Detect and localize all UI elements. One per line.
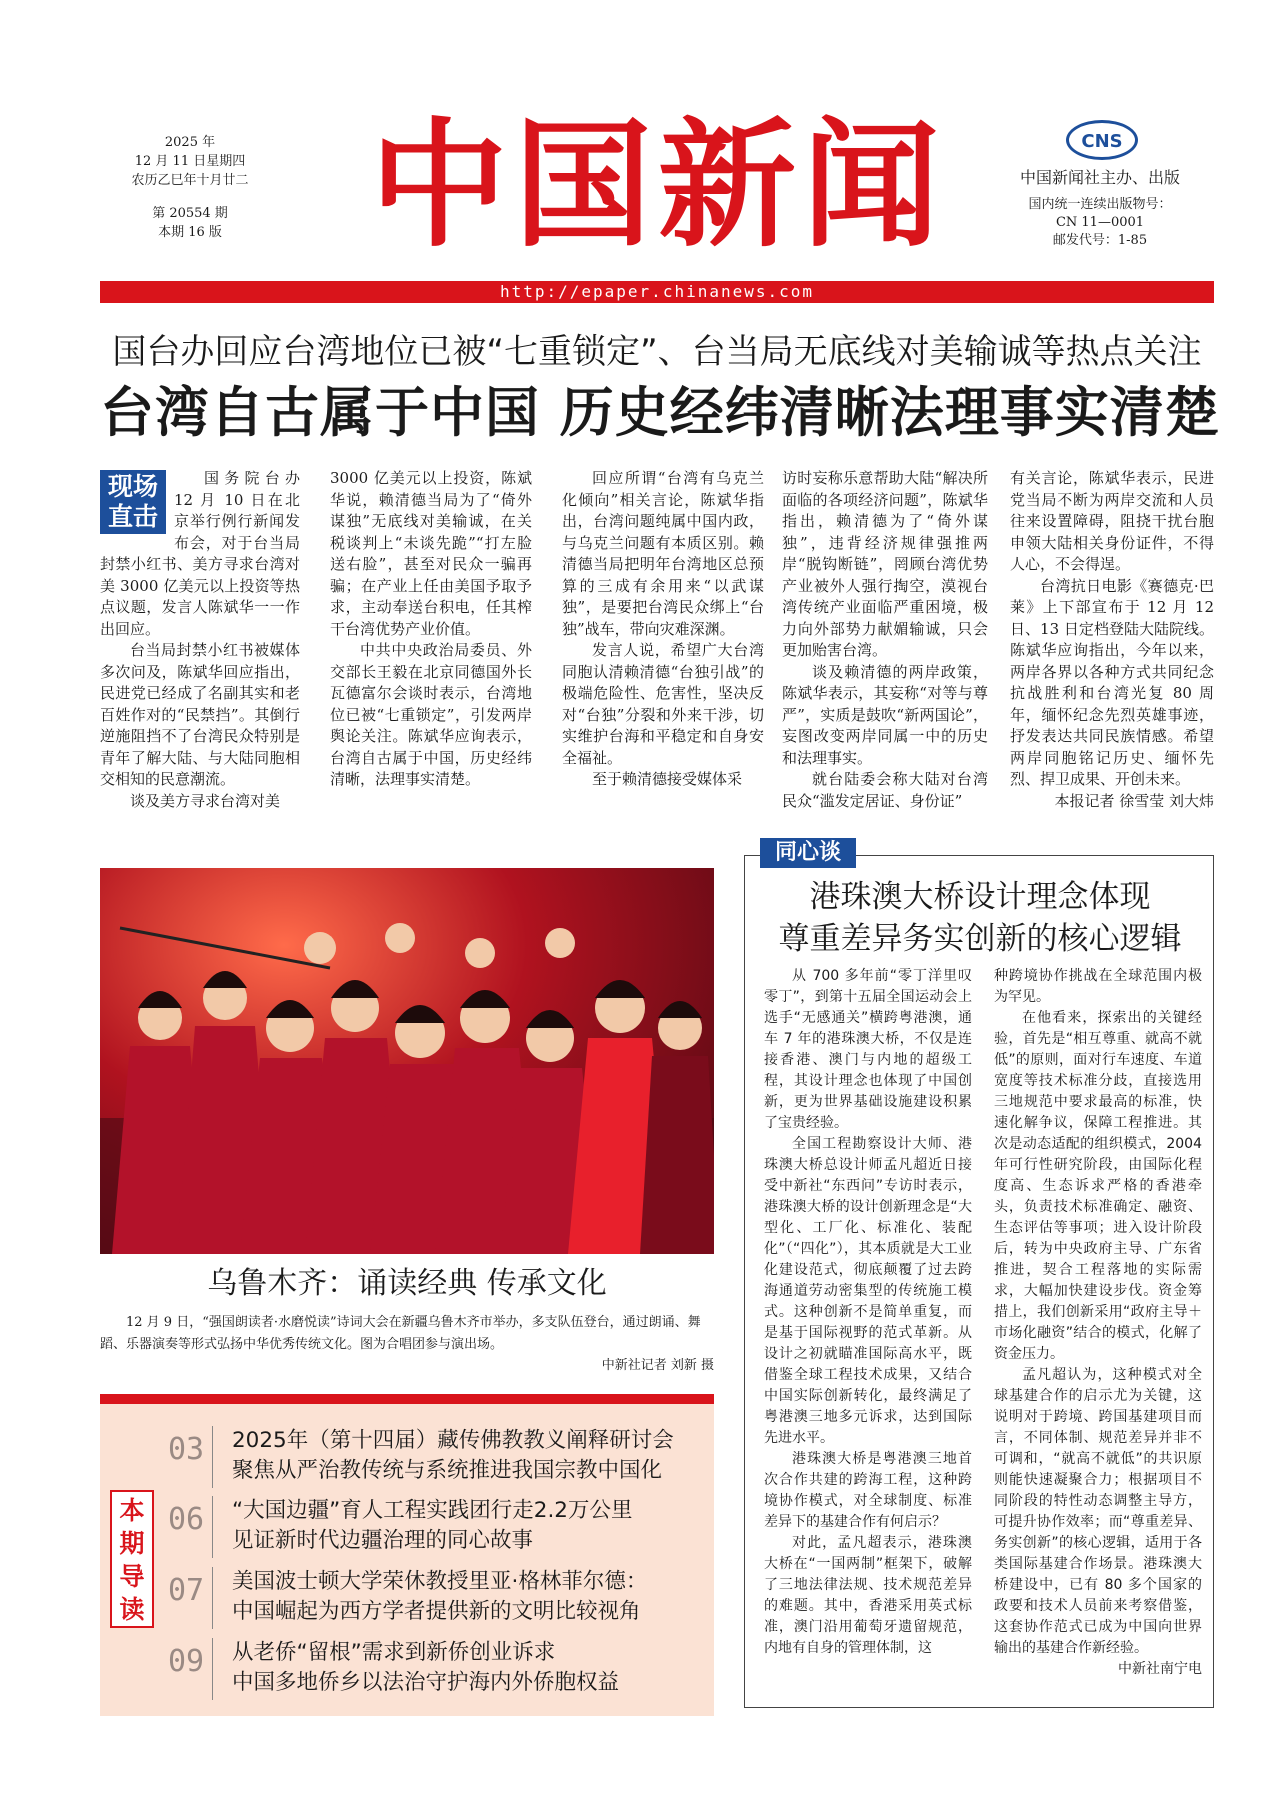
newspaper-title: 中国新闻	[370, 103, 947, 266]
epaper-url[interactable]: http://epaper.chinanews.com	[499, 282, 815, 301]
lead-column-5	[1010, 468, 1214, 812]
paragraph: 在他看来，探索出的关键经验，首先是“相互尊重、就高不就低”的原则，面对行车速度、车道宽度等技术标准分歧，直接选用三地规范中要求最高的标准，快速化解争议，保障工程推进。其次是动态适配的组织模式，2004 年可行性研究阶段，由国际化程度高、生态诉求严格的香港牵头，负责技术标准确定、融资、生态评估等事项；进入设计阶段后，转为中央政府主导、广东省推进，契合工程落地的实际需求，大幅加快建设步伐。资金筹措上，我们创新采用“政府主导＋市场化融资”结合的模式，化解了资金压力。	[994, 1010, 1202, 1362]
lead-column-4	[782, 468, 988, 812]
paragraph: 港珠澳大桥是粤港澳三地首次合作共建的跨海工程，这种跨境协作模式，对全球制度、标准差异下的基建合作有何启示？	[764, 1451, 972, 1530]
lead-column-3	[562, 468, 764, 791]
serial-label: 国内统一连续出版物号：	[1028, 197, 1172, 212]
lead-kicker: 国台办回应台湾地位已被“七重锁定”、台当局无底线对美输诚等热点关注	[112, 332, 1202, 372]
page-count: 本期 16 版	[158, 225, 222, 240]
guide-item[interactable]	[168, 1567, 713, 1629]
guide-headline[interactable]: 2025年（第十四届）藏传佛教教义阐释研讨会 聚焦从严治教传统与系统推进我国宗教中国化	[232, 1428, 674, 1483]
paragraph: 种跨境协作挑战在全球范围内极为罕见。	[994, 968, 1202, 1005]
paragraph: 对此，孟凡超表示，港珠澳大桥在“一国两制”框架下，破解了三地法律法规、技术规范差异的难题。其中，香港采用英式标准，澳门沿用葡萄牙遗留规范，内地有自身的管理体制，这	[764, 1535, 972, 1656]
guide-page-number: 06	[168, 1502, 205, 1537]
issue-meta	[120, 133, 260, 242]
guide-page-number: 07	[168, 1573, 205, 1608]
guide-headline[interactable]: 从老侨“留根”需求到新侨创业诉求 中国多地侨乡以法治守护海内外侨胞权益	[232, 1640, 620, 1695]
paragraph: 台湾抗日电影《赛德克·巴莱》上下部宣布于 12 月 12 日、13 日定档登陆大陆院线。陈斌华应询指出，今年以来，两岸各界以各种方式共同纪念抗战胜利和台湾光复 80 周年，缅怀纪念先烈英雄事迹，抒发表达共同民族情感。希望两岸同胞铭记历史、缅怀先烈、捍卫成果、开创未来。	[1010, 576, 1214, 788]
commentary-column-2	[994, 966, 1202, 1680]
guide-headline[interactable]: 美国波士顿大学荣休教授里亚·格林菲尔德： 中国崛起为西方学者提供新的文明比较视角	[232, 1569, 648, 1624]
paragraph: 国务院台办 12 月 10 日在北京举行例行新闻发布会，对于台当局封禁小红书、美方寻求台湾对美 3000 亿美元以上投资等热点议题，发言人陈斌华一一作出回应。	[100, 469, 300, 638]
guide-item[interactable]	[168, 1496, 713, 1558]
publisher-meta	[1000, 166, 1200, 250]
serial-number: CN 11—0001	[1055, 215, 1145, 230]
paragraph: 全国工程勘察设计大师、港珠澳大桥总设计师孟凡超近日接受中新社“东西问”专访时表示，港珠澳大桥的设计创新理念是“大型化、工厂化、标准化、装配化”（“四化”），其本质就是大工业化建设范式，彻底颠覆了过去跨海通道劳动密集型的传统施工模式。这种创新不是简单重复，而是基于国际视野的范式革新。从设计之初就瞄准国际高水平，既借鉴全球工程技术成果，又结合中国实际创新转化，最终满足了粤港澳三地多元诉求，达到国际先进水平。	[764, 1136, 972, 1446]
commentary-title: 港珠澳大桥设计理念体现 尊重差异务实创新的核心逻辑	[778, 879, 1182, 957]
guide-item[interactable]	[168, 1426, 713, 1488]
choir-photo	[100, 868, 714, 1254]
paragraph: 访时妄称乐意帮助大陆“解决所面临的各项经济问题”，陈斌华指出，赖清德为了“倚外谋独”，违背经济规律强推两岸“脱钩断链”，罔顾台湾优势产业被外人强行掏空，漠视台湾传统产业面临严重困境，极力向外部势力献媚输诚，只会更加贻害台湾。	[782, 469, 988, 659]
paragraph: 谈及赖清德的两岸政策，陈斌华表示，其妄称“对等与尊严”，实质是鼓吹“新两国论”，妄图改变两岸同属一中的历史和法理事实。	[782, 662, 988, 767]
paragraph: 台当局封禁小红书被媒体多次问及，陈斌华回应指出，民进党已经成了名副其实和老百姓作对的“民禁挡”。其倒行逆施阻挡不了台湾民众特别是青年了解大陆、与大陆同胞相交相知的民意潮流。	[100, 641, 300, 788]
commentary-byline: 中新社南宁电	[1118, 1661, 1202, 1677]
paragraph: 有关言论，陈斌华表示，民进党当局不断为两岸交流和人员往来设置障碍，阻挠干扰台胞申领大陆相关身份证件，不得人心，不会得逞。	[1010, 469, 1214, 573]
lead-headline: 台湾自古属于中国 历史经纬清晰法理事实清楚	[100, 381, 1220, 444]
lead-column-2	[330, 468, 532, 791]
photo-title: 乌鲁木齐：诵读经典 传承文化	[207, 1266, 607, 1301]
issue-guide-badge: 本 期 导 读	[110, 1490, 154, 1628]
epaper-url-bar[interactable]	[100, 281, 1214, 303]
commentary-tag: 同心谈	[760, 838, 856, 868]
postal-code: 邮发代号：1-85	[1052, 233, 1148, 248]
guide-headline[interactable]: “大国边疆”育人工程实践团行走2.2万公里 见证新时代边疆治理的同心故事	[232, 1498, 633, 1553]
photo-credit: 中新社记者 刘新 摄	[601, 1358, 714, 1373]
lead-byline: 本报记者 徐雪莹 刘大炜	[1054, 791, 1214, 810]
lunar-date: 农历乙巳年十月廿二	[131, 173, 249, 188]
paragraph: 3000 亿美元以上投资，陈斌华说，赖清德当局为了“倚外谋独”无底线对美输诚，在关税谈判上“未谈先跪”“打左脸送右脸”，甚至对民众一骗再骗；在产业上任由美国予取予求，主动奉送台积电，任其榨干台湾优势产业价值。	[330, 469, 532, 638]
date-day: 12 月 11 日星期四	[134, 154, 246, 169]
date-year: 2025 年	[164, 135, 216, 150]
paragraph: 回应所谓“台湾有乌克兰化倾向”相关言论，陈斌华指出，台湾问题纯属中国内政，与乌克兰问题有本质区别。赖清德当局把明年台湾地区总预算的三成有余用来“以武谋独”，是要把台湾民众绑上“台独”战车，带向灾难深渊。	[562, 469, 764, 638]
issue-number: 第 20554 期	[152, 206, 228, 221]
paragraph: 发言人说，希望广大台湾同胞认清赖清德“台独引战”的极端危险性、危害性，坚决反对“台独”分裂和外来干涉，切实维护台海和平稳定和自身安全福祉。	[562, 641, 764, 767]
commentary-column-1	[764, 966, 972, 1659]
cns-logo: CNS	[1066, 120, 1138, 160]
guide-page-number: 09	[168, 1644, 205, 1679]
paragraph: 谈及美方寻求台湾对美	[130, 791, 281, 810]
guide-page-number: 03	[168, 1432, 205, 1467]
lead-column-1	[100, 468, 300, 812]
paragraph: 就台陆委会称大陆对台湾民众“滥发定居证、身份证”	[782, 770, 988, 810]
live-report-badge: 现场 直击	[100, 470, 166, 534]
paragraph: 中共中央政治局委员、外交部长王毅在北京同德国外长瓦德富尔会谈时表示，台湾地位已被“七重锁定”，引发两岸舆论关注。陈斌华应询表示，台湾自古属于中国，历史经纬清晰，法理事实清楚。	[330, 641, 532, 788]
photo-caption: 12 月 9 日，“强国朗读者·水磨悦读”诗词大会在新疆乌鲁木齐市举办，多支队伍登台，通过朗诵、舞蹈、乐器演奏等形式弘扬中华优秀传统文化。图为合唱团参与演出场。	[100, 1315, 701, 1352]
paragraph: 孟凡超认为，这种模式对全球基建合作的启示尤为关键，这说明对于跨境、跨国基建项目而言，不同体制、规范差异并非不可调和，“就高不就低”的共识原则能快速凝聚合力；根据项目不同阶段的特性动态调整主导方，可提升协作效率；而“尊重差异、务实创新”的核心逻辑，适用于各类国际基建合作场景。港珠澳大桥建设中，已有 80 多个国家的政要和技术人员前来考察借鉴，这套协作范式已成为中国向世界输出的基建合作新经验。	[994, 1367, 1202, 1656]
publisher: 中国新闻社主办、出版	[1019, 168, 1180, 187]
guide-item[interactable]	[168, 1638, 713, 1700]
paragraph: 至于赖清德接受媒体采	[592, 770, 743, 788]
paragraph: 从 700 多年前“零丁洋里叹零丁”，到第十五届全国运动会上选手“无感通关”横跨粤港澳，通车 7 年的港珠澳大桥，不仅是连接香港、澳门与内地的超级工程，其设计理念也体现了中国创新，更为世界基础设施建设积累了宝贵经验。	[764, 968, 972, 1131]
